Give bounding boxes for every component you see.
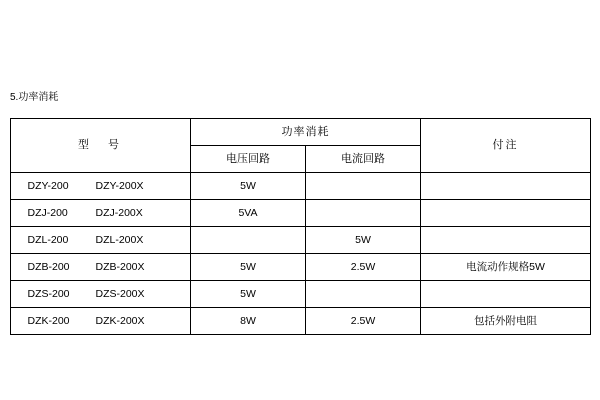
header-power-consumption: 功率消耗	[191, 119, 421, 146]
cell-model	[11, 227, 191, 254]
header-note: 付注	[421, 119, 591, 173]
cell-model	[11, 173, 191, 200]
cell-current: 2.5W	[306, 254, 421, 281]
cell-note	[421, 200, 591, 227]
table-row	[11, 254, 591, 281]
cell-current	[306, 173, 421, 200]
model-left: DZJ-200	[27, 206, 68, 219]
cell-note	[421, 227, 591, 254]
cell-model	[11, 308, 191, 335]
table-row	[11, 227, 591, 254]
cell-voltage	[191, 227, 306, 254]
header-voltage-circuit: 电压回路	[191, 146, 306, 173]
power-consumption-table-wrap	[10, 118, 590, 335]
cell-current	[306, 200, 421, 227]
model-left: DZB-200	[27, 260, 70, 273]
cell-current: 2.5W	[306, 308, 421, 335]
cell-model	[11, 281, 191, 308]
cell-note	[421, 281, 591, 308]
table-header-row-1	[11, 119, 591, 146]
cell-voltage: 8W	[191, 308, 306, 335]
cell-current	[306, 281, 421, 308]
table-row	[11, 200, 591, 227]
model-right: DZB-200X	[95, 260, 145, 273]
table-row	[11, 173, 591, 200]
table-body	[11, 173, 591, 335]
table-header	[11, 119, 591, 173]
model-left: DZK-200	[27, 314, 70, 327]
section-title: 5.功率消耗	[10, 92, 59, 103]
cell-model	[11, 254, 191, 281]
header-current-circuit: 电流回路	[306, 146, 421, 173]
cell-voltage: 5W	[191, 173, 306, 200]
cell-model	[11, 200, 191, 227]
cell-current: 5W	[306, 227, 421, 254]
cell-voltage: 5W	[191, 254, 306, 281]
model-right: DZK-200X	[95, 314, 145, 327]
model-left: DZY-200	[27, 179, 69, 192]
cell-voltage: 5VA	[191, 200, 306, 227]
table-row	[11, 281, 591, 308]
header-model: 型 号	[11, 119, 191, 173]
power-consumption-table	[10, 118, 591, 335]
model-left: DZS-200	[27, 287, 70, 300]
table-row	[11, 308, 591, 335]
model-right: DZY-200X	[95, 179, 144, 192]
cell-voltage: 5W	[191, 281, 306, 308]
model-right: DZS-200X	[95, 287, 145, 300]
cell-note	[421, 173, 591, 200]
cell-note: 包括外附电阻	[421, 308, 591, 335]
model-right: DZL-200X	[95, 233, 144, 246]
model-right: DZJ-200X	[95, 206, 143, 219]
cell-note: 电流动作规格5W	[421, 254, 591, 281]
model-left: DZL-200	[27, 233, 69, 246]
